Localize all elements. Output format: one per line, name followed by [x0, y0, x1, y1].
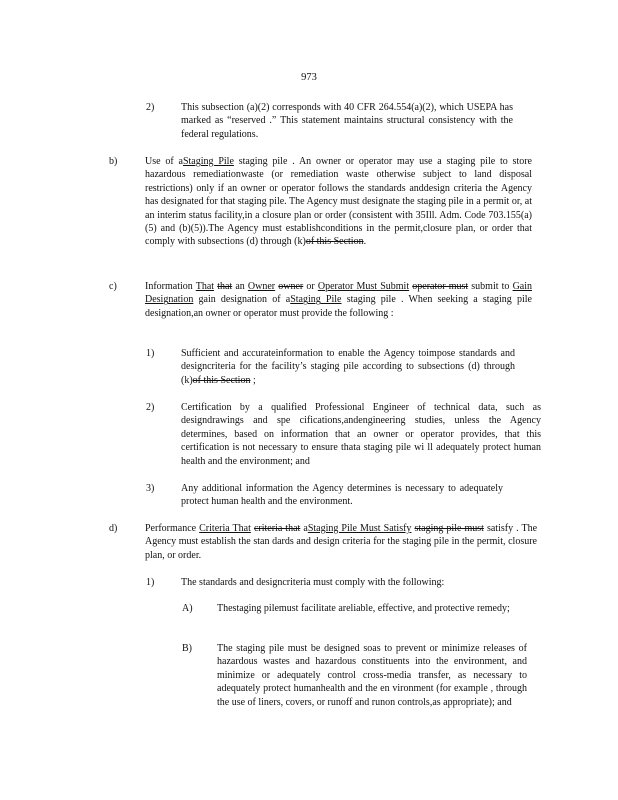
page-number: 973 — [301, 72, 317, 83]
text-run: . — [363, 236, 367, 248]
paragraph-c1-sufficient-info — [181, 347, 515, 387]
text-run: The staging pile must be designed soas to prevent or minimize releases of hazardous wastes and hazardous constituents into the environment, and minimize or adequately control cross-media transfer, as necessary to adequately protect humanhealth and the en vironment (for example , through the use of liners, covers, or runoff and runon controls,as appropriate); and — [217, 643, 527, 708]
paragraph-c2-certification — [181, 401, 541, 468]
text-run: Sufficient and accurateinformation to enable the Agency toimpose standards and designcriteria for the facility’s staging pile according to subsections (d) through (k) — [181, 348, 515, 386]
text-run: The standards and designcriteria must comply with the following: — [181, 577, 445, 588]
paragraph-2-reserved-note — [181, 101, 513, 141]
item-label: 3) — [146, 483, 155, 494]
item-label: 2) — [146, 402, 155, 413]
paragraph-dB-design — [217, 642, 527, 709]
deleted-text: of this Section — [305, 236, 364, 248]
deleted-text: owner — [278, 281, 304, 292]
text-run: staging pile . When seeking a staging pile designation,an owner or operator must provide the following : — [145, 294, 532, 319]
deleted-text: staging pile must — [414, 523, 484, 534]
item-label: 2) — [146, 102, 155, 113]
deleted-text: operator must — [412, 281, 469, 292]
deleted-text: criteria that — [253, 523, 301, 534]
paragraph-d-performance-criteria — [145, 522, 537, 562]
text-run: Thestaging pilemust facilitate areliable, effective, and protective remedy; — [217, 603, 510, 614]
paragraph-c-information — [145, 280, 532, 320]
item-label: 1) — [146, 577, 155, 588]
text-run: This subsection (a)(2) corresponds with 40 CFR 264.554(a)(2), which USEPA has marked as “reserved .” This statement maintains structural consistency with the federal regulations. — [181, 102, 513, 140]
item-label: d) — [109, 523, 118, 534]
text-run: submit to — [468, 281, 513, 292]
inserted-text: Criteria That — [199, 523, 251, 534]
text-run: Certification by a qualified Professional Engineer of technical data, such as designdrawings and spe cifications,andengineering studies, unless the Agency determines, based on information that an owner or operator provides, that this certification is not necessary to ensure thata staging pile wi ll adequately protect human health and the environment; and — [181, 402, 541, 467]
paragraph-c3-additional-info — [181, 482, 503, 509]
text-run: or — [303, 281, 318, 292]
deleted-text: that — [217, 281, 233, 292]
inserted-text: Gain Designation — [145, 281, 533, 306]
inserted-text: Staging Pile — [290, 294, 342, 306]
deleted-text: of this Section — [192, 374, 251, 386]
text-run: Performance — [145, 523, 200, 534]
item-label: c) — [109, 281, 117, 292]
item-label: b) — [109, 156, 118, 167]
text-run: a — [300, 523, 308, 534]
item-label: A) — [182, 603, 193, 614]
inserted-text: That — [195, 281, 215, 292]
inserted-text: Operator Must Submit — [317, 281, 410, 292]
inserted-text: Staging Pile — [182, 156, 234, 167]
text-run: gain designation of a — [193, 294, 291, 306]
text-run: ; — [250, 374, 256, 386]
text-run: an — [232, 281, 248, 292]
text-run: Use of a — [145, 156, 183, 167]
text-run: Information — [145, 281, 196, 292]
paragraph-b-staging-pile — [145, 155, 532, 249]
item-label: 1) — [146, 348, 155, 359]
text-run: staging pile . An owner or operator may use a staging pile to store hazardous remediationwaste (or remediation waste otherwise subject to land disposal restrictions) only if an owner or operator follows the standards anddesign criteria the Agency has designated for that staging pile. The Agency must designate the staging pile in a permit or, at an interim status facility,in a closure plan or order (consistent with 35Ill. Adm. Code 703.155(a)(5) and (b)(5)).The Agency must establishconditions in the permit,closure plan, or order that comply with subsections (d) through (k) — [145, 156, 532, 248]
paragraph-d1-standards — [181, 576, 521, 589]
paragraph-dA-remedy — [217, 602, 519, 615]
inserted-text: Staging Pile Must Satisfy — [307, 523, 412, 534]
text-run: satisfy . The Agency must establish the stan dards and design criteria for the staging pile in the permit, closure plan, or order. — [145, 523, 538, 561]
item-label: B) — [182, 643, 192, 654]
inserted-text: Owner — [247, 281, 276, 292]
text-run: Any additional information the Agency determines is necessary to adequately protect human health and the environment. — [181, 483, 503, 508]
